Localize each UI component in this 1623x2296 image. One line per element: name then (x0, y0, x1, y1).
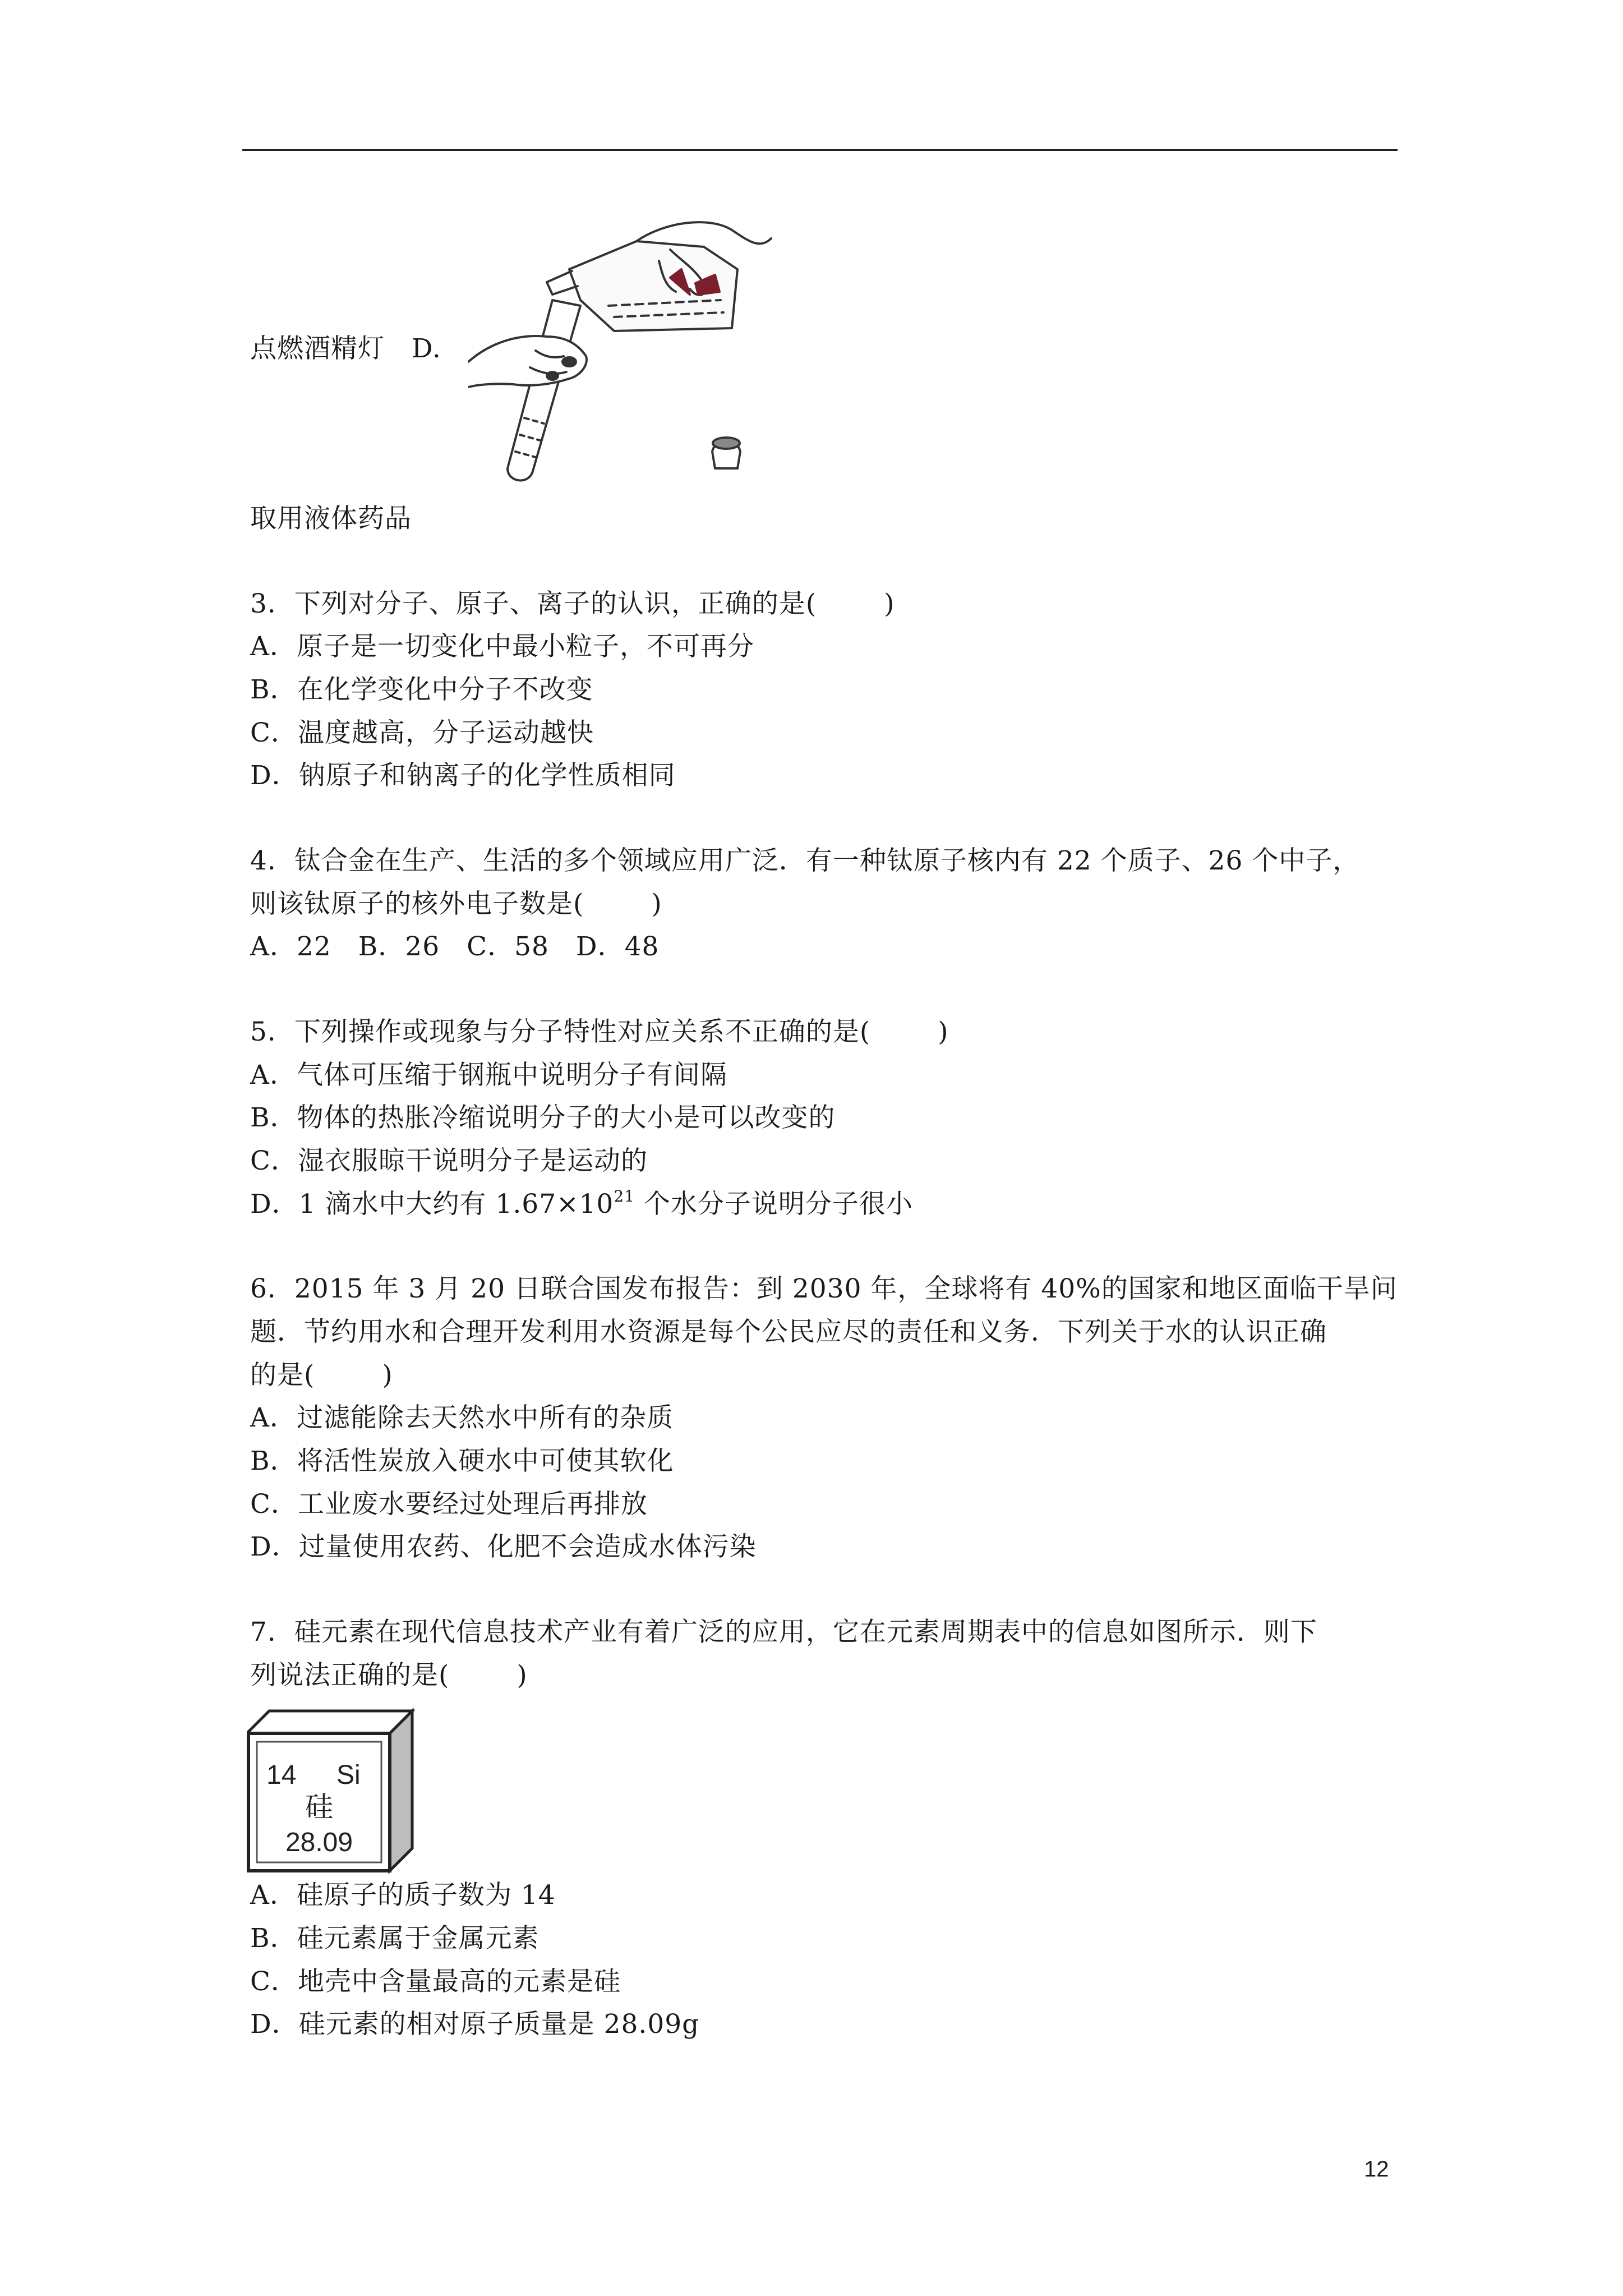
q4-option-b: B．26 (358, 931, 440, 962)
q6-option-b: B．将活性炭放入硬水中可使其软化 (250, 1446, 674, 1476)
q2-option-c-label (250, 332, 441, 366)
element-symbol: Si (336, 1760, 361, 1790)
q3-stem-text: 3．下列对分子、原子、离子的认识，正确的是( (250, 588, 817, 619)
q7-stem-line1: 7．硅元素在现代信息技术产业有着广泛的应用，它在元素周期表中的信息如图所示．则下 (250, 1617, 1317, 1648)
q6-option-d: D．过量使用农药、化肥不会造成水体污染 (250, 1531, 757, 1562)
q5-close: ) (938, 1016, 949, 1047)
q3-option-b: B．在化学变化中分子不改变 (250, 674, 593, 705)
q5-d-text-end: 个水分子说明分子很小 (634, 1189, 913, 1220)
q5-d-text: D．1 滴水中大约有 1.67×10 (250, 1189, 614, 1220)
q3-option-c: C．温度越高，分子运动越快 (250, 717, 594, 748)
q4-options (250, 930, 686, 964)
q5-option-a: A．气体可压缩于钢瓶中说明分子有间隔 (250, 1060, 727, 1091)
q6-stem-line3 (250, 1359, 393, 1392)
q2-d-marker: D. (411, 333, 441, 364)
q7-option-c: C．地壳中含量最高的元素是硅 (250, 1966, 621, 1997)
q6-stem-line1: 6．2015 年 3 月 20 日联合国发布报告：到 2030 年，全球将有 40%的国家和地区面临干旱问 (250, 1273, 1398, 1304)
q7-option-a: A．硅原子的质子数为 14 (250, 1880, 556, 1911)
q3-stem (250, 587, 895, 621)
q7-option-d: D．硅元素的相对原子质量是 28.09g (250, 2009, 700, 2040)
q5-option-c: C．湿衣服晾干说明分子是运动的 (250, 1145, 648, 1176)
q4-option-c: C．58 (467, 931, 549, 962)
q6-option-a: A．过滤能除去天然水中所有的杂质 (250, 1402, 674, 1433)
q6-option-c: C．工业废水要经过处理后再排放 (250, 1489, 648, 1520)
q4-stem-text: 则该钛原子的核外电子数是( (250, 889, 584, 919)
q4-option-a: A．22 (250, 931, 331, 962)
q2-option-d-label: 取用液体药品 (250, 503, 412, 534)
q5-stem (250, 1015, 949, 1049)
element-name: 硅 (305, 1791, 333, 1823)
q6-stem-line2: 题．节约用水和合理开发利用水资源是每个公民应尽的责任和义务．下列关于水的认识正确 (250, 1317, 1327, 1347)
q7-stem-line2 (250, 1659, 528, 1692)
q7-stem-text: 列说法正确的是( (250, 1660, 450, 1691)
q2-c-text: 点燃酒精灯 (250, 333, 385, 364)
header-rule (242, 149, 1398, 151)
q6-close: ) (382, 1360, 393, 1391)
q3-option-d: D．钠原子和钠离子的化学性质相同 (250, 760, 676, 791)
q5-d-exponent: 21 (614, 1187, 635, 1205)
element-atomic-mass: 28.09 (285, 1828, 353, 1857)
pouring-liquid-illustration (468, 216, 782, 491)
q7-option-b: B．硅元素属于金属元素 (250, 1923, 540, 1954)
q5-option-d (250, 1188, 913, 1221)
q6-stem-text: 的是( (250, 1360, 315, 1391)
q5-option-b: B．物体的热胀冷缩说明分子的大小是可以改变的 (250, 1102, 836, 1133)
silicon-element-cell (247, 1705, 415, 1874)
q7-close: ) (517, 1660, 528, 1691)
q4-option-d: D．48 (575, 931, 660, 962)
q3-close: ) (884, 588, 895, 619)
element-atomic-number: 14 (266, 1760, 297, 1790)
q3-option-a: A．原子是一切变化中最小粒子，不可再分 (250, 631, 754, 662)
q4-close: ) (651, 889, 662, 919)
q4-stem-line1: 4．钛合金在生产、生活的多个领域应用广泛．有一种钛原子核内有 22 个质子、26 个中子， (250, 845, 1360, 876)
q5-stem-text: 5．下列操作或现象与分子特性对应关系不正确的是( (250, 1016, 871, 1047)
q4-stem-line2 (250, 887, 662, 921)
page-number: 12 (1364, 2157, 1389, 2182)
